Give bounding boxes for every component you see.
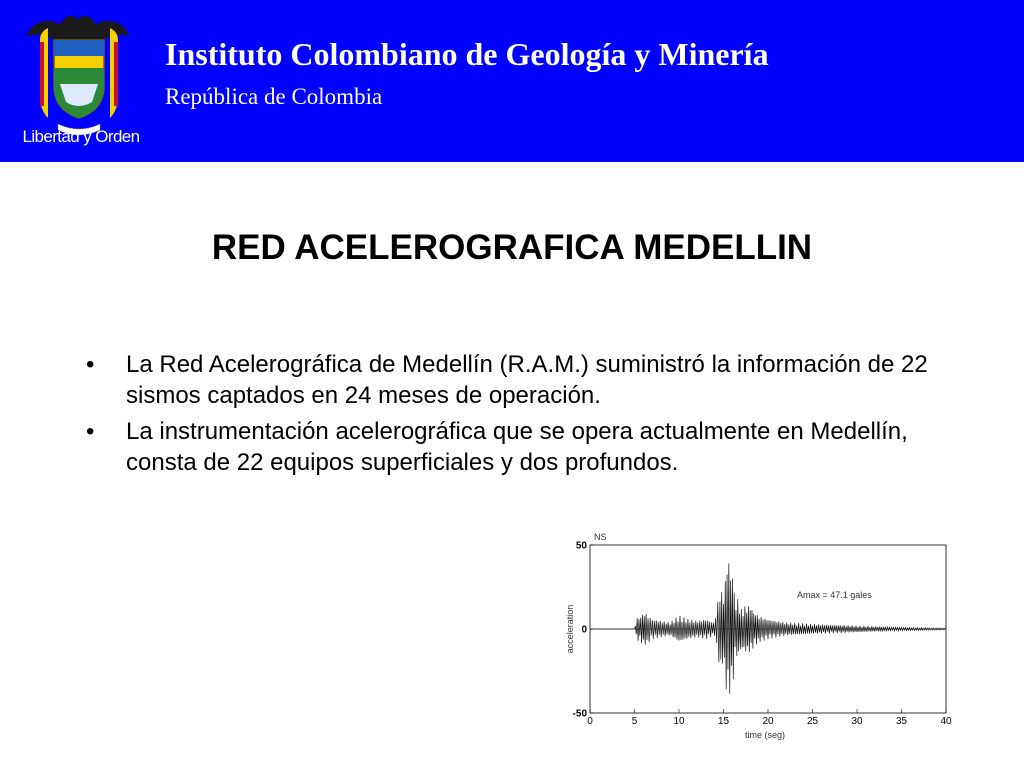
x-tick-label: 40 <box>940 716 952 727</box>
institution-title: Instituto Colombiano de Geología y Minería <box>165 36 769 72</box>
y-tick-label: -50 <box>572 708 587 720</box>
bullet-item <box>86 349 946 411</box>
x-tick-label: 0 <box>587 716 593 727</box>
accelerogram-chart <box>560 530 960 768</box>
bullet-list <box>86 349 946 483</box>
x-tick-label: 15 <box>717 716 730 727</box>
x-tick-label: 25 <box>806 716 819 727</box>
institution-subtitle: República de Colombia <box>165 84 383 109</box>
emblem-motto: Libertad y Orden <box>22 127 140 146</box>
x-tick-label: 20 <box>762 716 774 727</box>
y-tick-label: 50 <box>575 540 587 552</box>
series-group <box>590 563 946 693</box>
x-tick-label: 30 <box>851 716 863 727</box>
bullet-text: La Red Acelerográfica de Medellín (R.A.M.) suministró la información de 22 sismos captados en 24 meses de operación. <box>126 351 928 409</box>
acceleration-series-line <box>590 563 946 693</box>
x-tick-label: 35 <box>895 716 908 727</box>
x-tick-label: 5 <box>631 716 638 727</box>
y-axis-label: acceleration <box>565 604 575 654</box>
bullet-icon: • <box>86 351 95 378</box>
x-axis-label: time (seg) <box>744 730 786 740</box>
bullet-item <box>86 416 946 478</box>
x-tick-label: 10 <box>673 716 685 727</box>
header-banner <box>0 0 1024 162</box>
bullet-icon: • <box>86 418 95 445</box>
bullet-text: La instrumentación acelerográfica que se opera actualmente en Medellín, consta de 22 equipos superficiales y dos profundos. <box>126 418 908 476</box>
chart-annotation: Amax = 47.1 gales <box>797 590 872 600</box>
chart-title: NS <box>594 532 607 542</box>
slide-title: RED ACELEROGRAFICA MEDELLIN <box>211 228 813 267</box>
y-tick-label: 0 <box>581 624 587 636</box>
